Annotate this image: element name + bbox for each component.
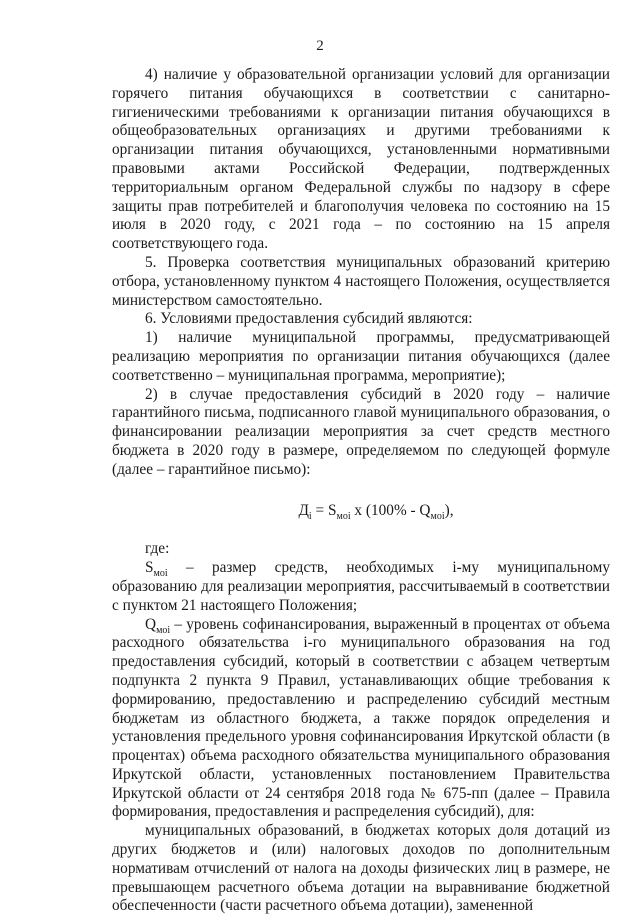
q-definition-text: – уровень софинансирования, выраженный в процентах от объема расходного обязательства i-го муниципального образования на год предоставления субсидий, который в соответствии с абзацем четвертым подпункта 2 пункта 9 Правил, устанавливающих общие требования к формированию, предоставлению и распределению субсидий местным бюджетам из областного бюджета, а также порядок определения и установления предельного уровня софинансирования Иркутской области (в процентах) объема расходного обязательства муниципального образования Иркутской области, установленных постановлением Правительства Иркутской области от 24 сентября 2018 года № 675-пп (далее – Правила формирования, предоставления и распределения субсидий), для: <box>112 615 610 821</box>
formula-s-sub: моi <box>336 510 351 522</box>
formula-end: ), <box>444 501 454 519</box>
formula-lhs: Д <box>298 501 309 519</box>
paragraph-municipalities: муниципальных образований, в бюджетах которых доля дотаций из других бюджетов и (или) налоговых доходов по дополнительным нормативам отчислений от налога на доходы физических лиц в размере, не превышающем расчетного объема дотации на выравнивание бюджетной обеспеченности (части расчетного объема дотации), замененной <box>112 822 610 915</box>
s-symbol: S <box>145 559 154 577</box>
formula-s: S <box>327 501 337 519</box>
paragraph-q-definition <box>112 616 610 823</box>
paragraph-item-6: 6. Условиями предоставления субсидий являются: <box>145 310 473 328</box>
paragraph-item-5: 5. Проверка соответствия муниципальных образований критерию отбора, установленному пунктом 4 настоящего Положения, осуществляется министерством самостоятельно. <box>112 253 610 309</box>
formula-equals: = <box>311 501 328 519</box>
formula <box>112 502 610 521</box>
formula-middle: x (100% - Q <box>350 501 431 519</box>
page-number: 2 <box>316 38 324 54</box>
document-body <box>112 66 610 916</box>
formula-q-sub: моi <box>430 510 445 522</box>
paragraph-subitem-1: 1) наличие муниципальной программы, предусматривающей реализацию мероприятия по организации питания обучающихся (далее соответственно – муниципальная программа, мероприятие); <box>112 329 610 384</box>
s-symbol-sub: моi <box>153 568 168 580</box>
paragraph-item-4: 4) наличие у образовательной организации условий для организации горячего питания обучающихся в соответствии с санитарно-гигиеническими требованиями к организации питания обучающихся в общеобразовательных организациях и другими требованиями к организации питания обучающихся, установленными нормативными правовыми актами Российской Федерации, подтвержденных территориальным органом Федеральной службы по надзору в сфере защиты прав потребителей и благополучия человека по состоянию на 15 июля в 2020 году, с 2021 года – по состоянию на 15 апреля соответствующего года. <box>112 66 610 253</box>
q-symbol-sub: моi <box>156 624 171 636</box>
paragraph-subitem-2: 2) в случае предоставления субсидий в 2020 году – наличие гарантийного письма, подписанного главой муниципального образования, о финансировании реализации мероприятия за счет средств местного бюджета в 2020 году в размере, определяемом по следующей формуле (далее – гарантийное письмо): <box>112 385 610 478</box>
s-definition-text: – размер средств, необходимых i-му муниципальному образованию для реализации мероприятия, рассчитываемый в соответствии с пунктом 21 настоящего Положения; <box>112 559 610 614</box>
paragraph-where: где: <box>145 540 170 558</box>
paragraph-s-definition <box>112 559 610 615</box>
formula-lhs-sub: i <box>308 510 312 522</box>
q-symbol: Q <box>145 615 157 633</box>
